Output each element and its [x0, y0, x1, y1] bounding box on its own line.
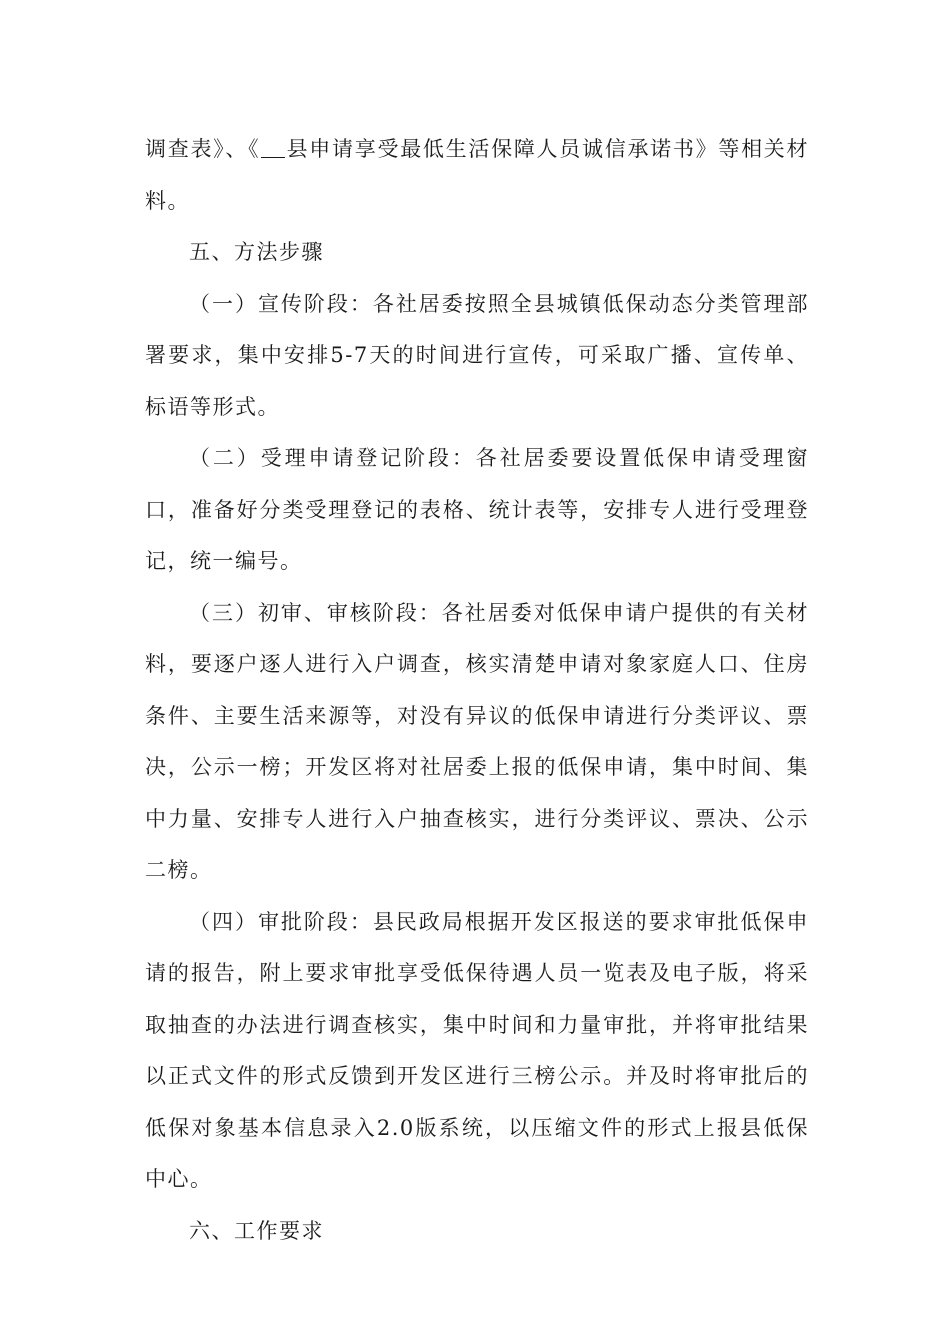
paragraph-step-approval: （四）审批阶段：县民政局根据开发区报送的要求审批低保申请的报告，附上要求审批享受低保待遇人员一览表及电子版，将采取抽查的办法进行调查核实，集中时间和力量审批，并将审批结果以正式文件的形式反馈到开发区进行三榜公示。并及时将审批后的低保对象基本信息录入2.0版系统，以压缩文件的形式上报县低保中心。: [145, 909, 809, 1191]
paragraph-step-registration: （二）受理申请登记阶段：各社居委要设置低保申请受理窗口，准备好分类受理登记的表格、统计表等，安排专人进行受理登记，统一编号。: [145, 446, 809, 573]
paragraph-step-review: （三）初审、审核阶段：各社居委对低保申请户提供的有关材料，要逐户逐人进行入户调查，核实清楚申请对象家庭人口、住房条件、主要生活来源等，对没有异议的低保申请进行分类评议、票决，公示一榜；开发区将对社居委上报的低保申请，集中时间、集中力量、安排专人进行入户抽查核实，进行分类评议、票决、公示二榜。: [145, 600, 809, 882]
document-body: [145, 124, 809, 1257]
materials-text-end: 县申请享受最低生活保障人员诚信承诺书》等相关材料。: [145, 137, 810, 213]
fill-in-blank: [261, 139, 285, 158]
section-heading-requirements: 六、工作要求: [189, 1218, 324, 1243]
paragraph-step-publicity: （一）宣传阶段：各社居委按照全县城镇低保动态分类管理部署要求，集中安排5-7天的时间进行宣传，可采取广播、宣传单、标语等形式。: [145, 291, 809, 419]
section-heading-methods: 五、方法步骤: [189, 240, 324, 264]
paragraph-materials: [145, 124, 809, 227]
materials-text-start: 调查表》、《: [145, 137, 261, 161]
